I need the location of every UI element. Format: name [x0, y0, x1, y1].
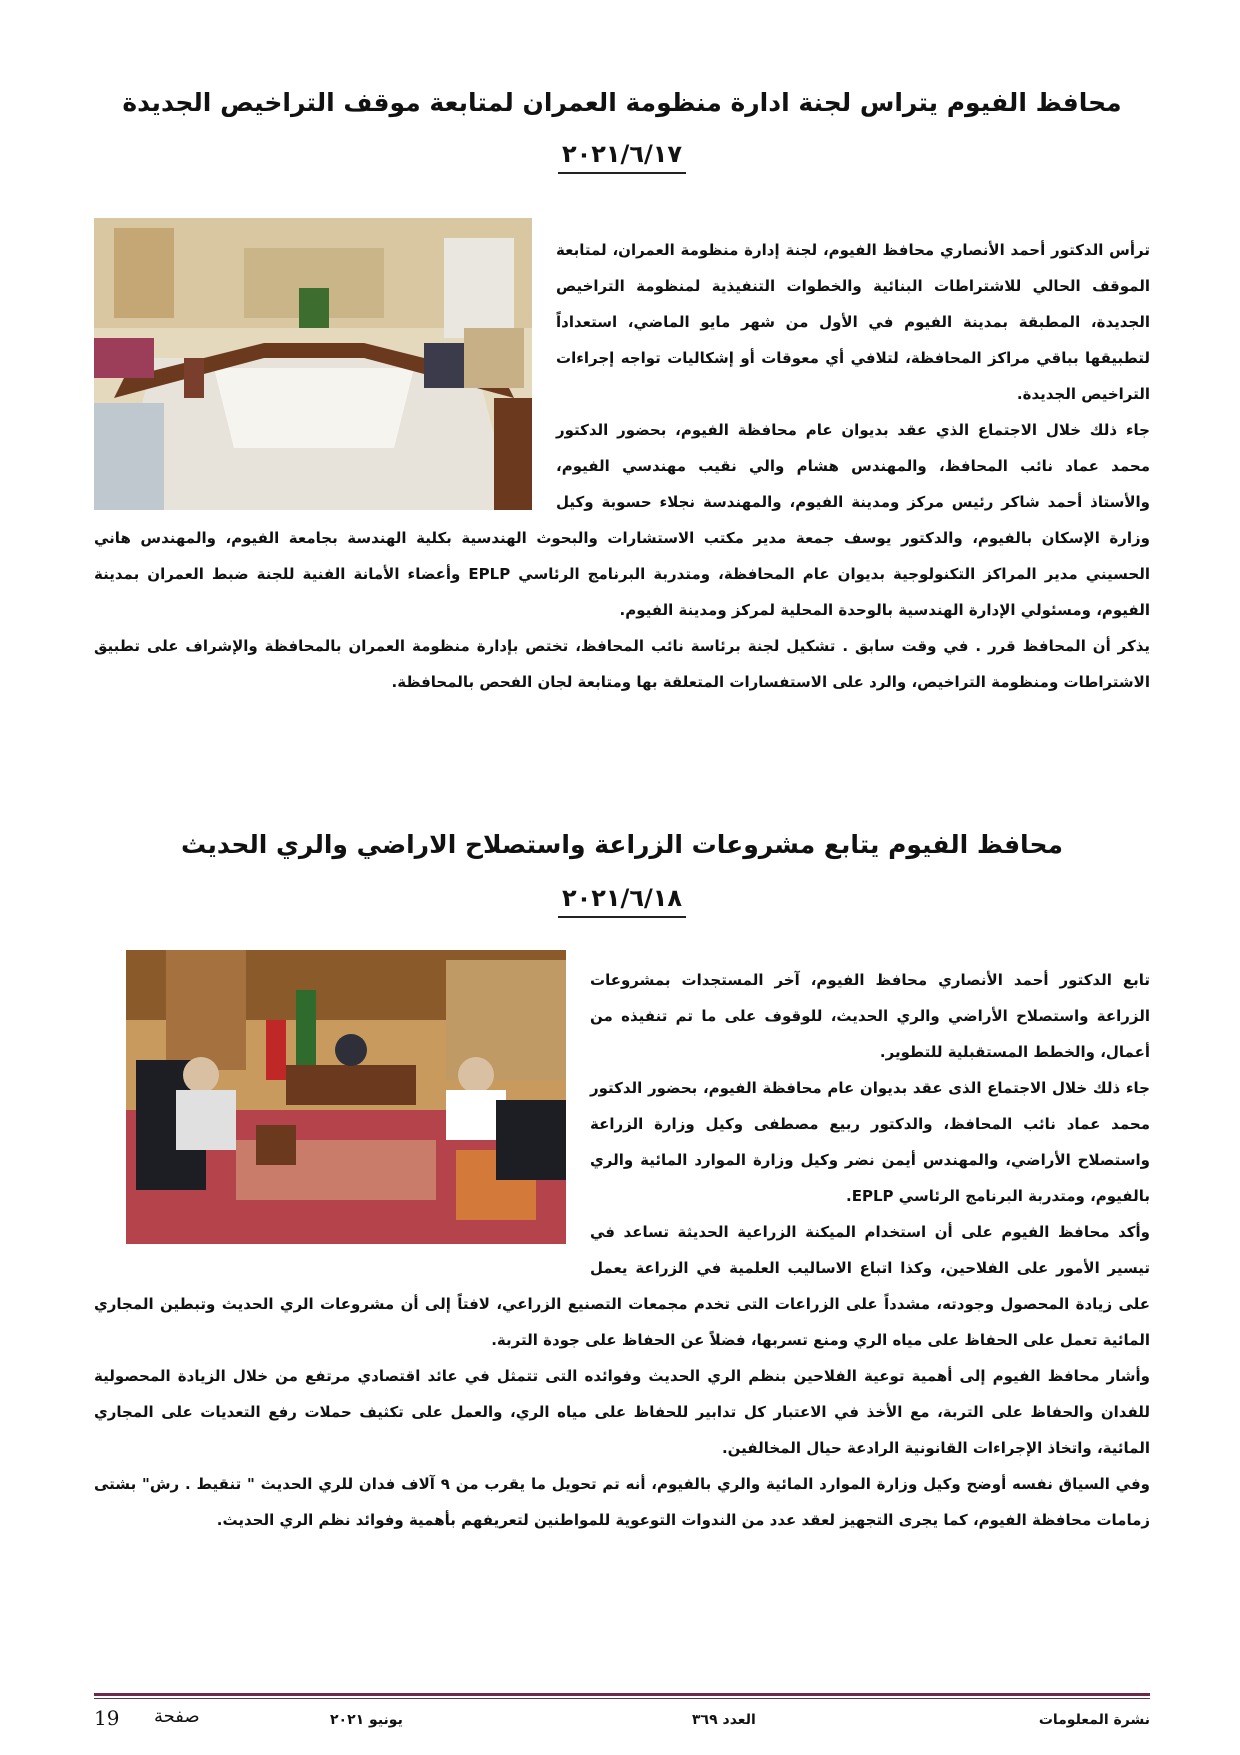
article-2-title: محافظ الفيوم يتابع مشروعات الزراعة واستصلاح الاراضي والري الحديث: [181, 830, 1063, 859]
page-label: صفحة: [154, 1706, 200, 1727]
office-meeting-photo-image: [126, 950, 566, 1244]
publication-name: نشرة المعلومات: [1038, 1712, 1150, 1728]
article-1-paragraph-3: يذكر أن المحافظ قرر . في وقت سابق . تشكيل لجنة برئاسة نائب المحافظ، تختص بإدارة منظومة العمران بالمحافظة والإشراف على تطبيق الاشتراطات ومنظومة التراخيص، والرد على الاستفسارات المتعلقة بها ومتابعة لجان الفحص بالمحافظة.: [94, 637, 1150, 691]
footer-rule-thick: [94, 1693, 1150, 1696]
page-number: 19: [94, 1706, 120, 1730]
article-2-body: [94, 962, 1150, 1538]
article-1-body: [94, 232, 1150, 700]
issue-number: العدد ٣٦٩: [692, 1712, 756, 1728]
article-2-paragraph-3: وأكد محافظ الفيوم على أن استخدام الميكنة الزراعية الحديثة تساعد في تيسير الأمور على الفلاحين، وكذا اتباع الاساليب العلمية في الزراعة يعمل على زيادة المحصول وجودته، مشدداً على الزراعات التى تخدم مجمعات التصنيع الزراعي، لافتاً إلى أن مشروعات الري الحديث وتبطين المجاري المائية تعمل على الحفاظ على مياه الري ومنع تسربها، فضلاً عن الحفاظ على جودة التربة.: [94, 1223, 1150, 1349]
article-1-title: محافظ الفيوم يتراس لجنة ادارة منظومة العمران لمتابعة موقف التراخيص الجديدة: [122, 88, 1122, 117]
article-2-paragraph-4: وأشار محافظ الفيوم إلى أهمية توعية الفلاحين بنظم الري الحديث وفوائده التى تتمثل في عائد اقتصادي مرتفع من خلال الزيادة المحصولية للفدان والحفاظ على التربة، مع الأخذ في الاعتبار كل تدابير للحفاظ على مياه الري، والعمل على تكثيف حملات رفع التعديات على المجاري المائية، واتخاذ الإجراءات القانونية الرادعة حيال المخالفين.: [94, 1367, 1150, 1457]
meeting-room-photo: [94, 218, 532, 510]
issue-date: يونيو ٢٠٢١: [330, 1712, 403, 1728]
article-1-paragraph-2: جاء ذلك خلال الاجتماع الذي عقد بديوان عام محافظة الفيوم، بحضور الدكتور محمد عماد نائب المحافظ، والمهندس هشام والي نقيب مهندسي الفيوم، والأستاذ أحمد شاكر رئيس مركز ومدينة الفيوم، والمهندسة نجلاء حسوبة وكيل وزارة الإسكان بالفيوم، والدكتور يوسف جمعة مدير مكتب الاستشارات والبحوث الهندسية بكلية الهندسة بجامعة الفيوم، والمهندس هاني الحسيني مدير المراكز التكنولوجية بديوان عام المحافظة، ومتدربة البرنامج الرئاسي EPLP وأعضاء الأمانة الفنية للجنة ضبط العمران بمدينة الفيوم، ومسئولي الإدارة الهندسية بالوحدة المحلية لمركز ومدينة الفيوم.: [94, 421, 1150, 619]
meeting-room-photo-image: [94, 218, 532, 510]
article-2-paragraph-5: وفي السياق نفسه أوضح وكيل وزارة الموارد المائية والري بالفيوم، أنه تم تحويل ما يقرب من ٩ آلاف فدان للري الحديث " تنقيط . رش" بشتى زمامات محافظة الفيوم، كما يجرى التجهيز لعقد عدد من الندوات التوعوية للمواطنين لتعريفهم بأهمية وفوائد نظم الري الحديث.: [94, 1475, 1151, 1529]
page-footer: [94, 1706, 1150, 1736]
article-2-paragraph-2: جاء ذلك خلال الاجتماع الذى عقد بديوان عام محافظة الفيوم، بحضور الدكتور محمد عماد نائب المحافظ، والدكتور ربيع مصطفى وكيل وزارة الزراعة واستصلاح الأراضي، والمهندس أيمن نضر وكيل وزارة الموارد المائية والري بالفيوم، ومتدربة البرنامج الرئاسي EPLP.: [590, 1079, 1150, 1205]
article-2-paragraph-1: تابع الدكتور أحمد الأنصاري محافظ الفيوم، آخر المستجدات بمشروعات الزراعة واستصلاح الأراضي والري الحديث، للوقوف على ما تم تنفيذه من أعمال، والخطط المستقبلية للتطوير.: [590, 971, 1150, 1061]
article-1-date: ٢٠٢١/٦/١٧: [94, 140, 1150, 174]
article-2-date: ٢٠٢١/٦/١٨: [94, 884, 1150, 918]
footer-rule-thin: [94, 1698, 1150, 1699]
office-meeting-photo: [126, 950, 566, 1244]
article-1-paragraph-1: ترأس الدكتور أحمد الأنصاري محافظ الفيوم، لجنة إدارة منظومة العمران، لمتابعة الموقف الحالي للاشتراطات البنائية والخطوات التنفيذية لمنظومة التراخيص الجديدة، المطبقة بمدينة الفيوم في الأول من شهر مايو الماضي، استعداداً لتطبيقها بباقي مراكز المحافظة، لتلافي أي معوقات أو إشكاليات تواجه إجراءات التراخيص الجديدة.: [556, 241, 1150, 403]
